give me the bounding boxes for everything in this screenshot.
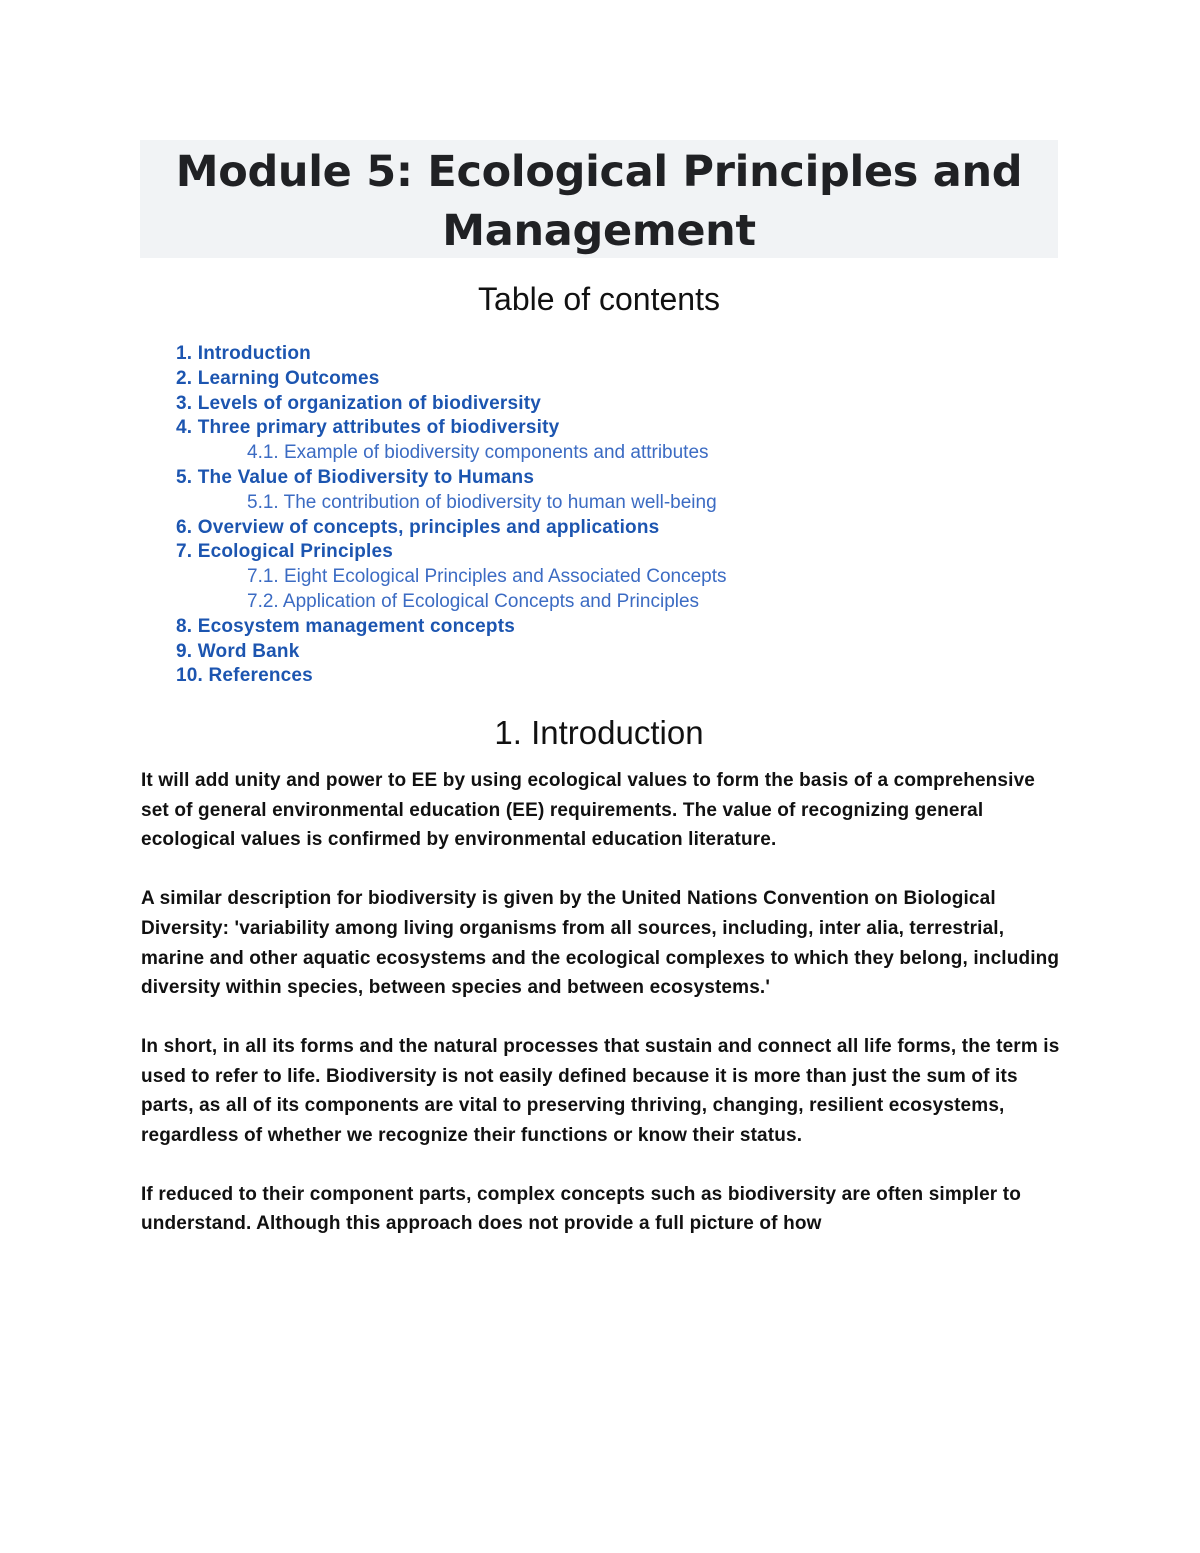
toc-heading: Table of contents: [478, 281, 720, 317]
toc-item[interactable]: [176, 367, 727, 392]
toc-item[interactable]: [176, 615, 727, 640]
toc-item[interactable]: [176, 466, 727, 491]
toc-link[interactable]: 5.1. The contribution of biodiversity to human well-being: [247, 491, 717, 513]
toc-link[interactable]: 9. Word Bank: [176, 640, 300, 662]
toc-subitem[interactable]: [176, 441, 727, 466]
toc-link[interactable]: 3. Levels of organization of biodiversity: [176, 392, 542, 414]
toc-link[interactable]: 7.2. Application of Ecological Concepts and Principles: [247, 590, 700, 612]
toc-item[interactable]: [176, 516, 727, 541]
toc-link[interactable]: 6. Overview of concepts, principles and applications: [176, 516, 660, 538]
document-title: Module 5: Ecological Principles and Management: [175, 147, 1023, 256]
toc-item[interactable]: [176, 392, 727, 417]
toc-item[interactable]: [176, 540, 727, 565]
paragraph: It will add unity and power to EE by using ecological values to form the basis of a comprehensive set of general environmental education (EE) requirements. The value of recognizing general ecological values is confirmed by environmental education literature.: [141, 770, 1036, 851]
toc-link[interactable]: 5. The Value of Biodiversity to Humans: [176, 466, 535, 488]
toc-link[interactable]: 10. References: [176, 665, 313, 687]
toc-item[interactable]: [176, 416, 727, 441]
toc-link[interactable]: 7.1. Eight Ecological Principles and Associated Concepts: [247, 566, 727, 588]
toc-link[interactable]: 4. Three primary attributes of biodiversity: [176, 417, 560, 439]
title-banner: [140, 140, 1058, 258]
toc-link[interactable]: 8. Ecosystem management concepts: [176, 615, 516, 637]
paragraph: In short, in all its forms and the natural processes that sustain and connect all life forms, the term is used to refer to life. Biodiversity is not easily defined because it is more than just the sum of its parts, as all of its components are vital to preserving thriving, changing, resilient ecosystems, regardless of whether we recognize their functions or know their status.: [141, 1035, 1060, 1147]
table-of-contents: [176, 342, 727, 689]
toc-subitem[interactable]: [176, 590, 727, 615]
paragraph: A similar description for biodiversity is given by the United Nations Convention on Biological Diversity: 'variability among living organisms from all sources, including, inter alia, terrestrial, marine and other aquatic ecosystems and the ecological complexes to which they belong, including diversity within species, between species and between ecosystems.': [141, 888, 1060, 999]
toc-item[interactable]: [176, 342, 727, 367]
toc-link[interactable]: 2. Learning Outcomes: [176, 367, 380, 389]
toc-subitem[interactable]: [176, 491, 727, 516]
toc-item[interactable]: [176, 640, 727, 665]
toc-link[interactable]: 1. Introduction: [176, 343, 311, 364]
toc-item[interactable]: [176, 664, 727, 689]
introduction-body: [141, 766, 1061, 1268]
section-heading-introduction: 1. Introduction: [494, 714, 704, 751]
toc-link[interactable]: 7. Ecological Principles: [176, 541, 394, 563]
toc-link[interactable]: 4.1. Example of biodiversity components and attributes: [247, 442, 709, 464]
paragraph: If reduced to their component parts, complex concepts such as biodiversity are often simpler to understand. Although this approach does not provide a full picture of how: [141, 1183, 1022, 1235]
toc-subitem[interactable]: [176, 565, 727, 590]
